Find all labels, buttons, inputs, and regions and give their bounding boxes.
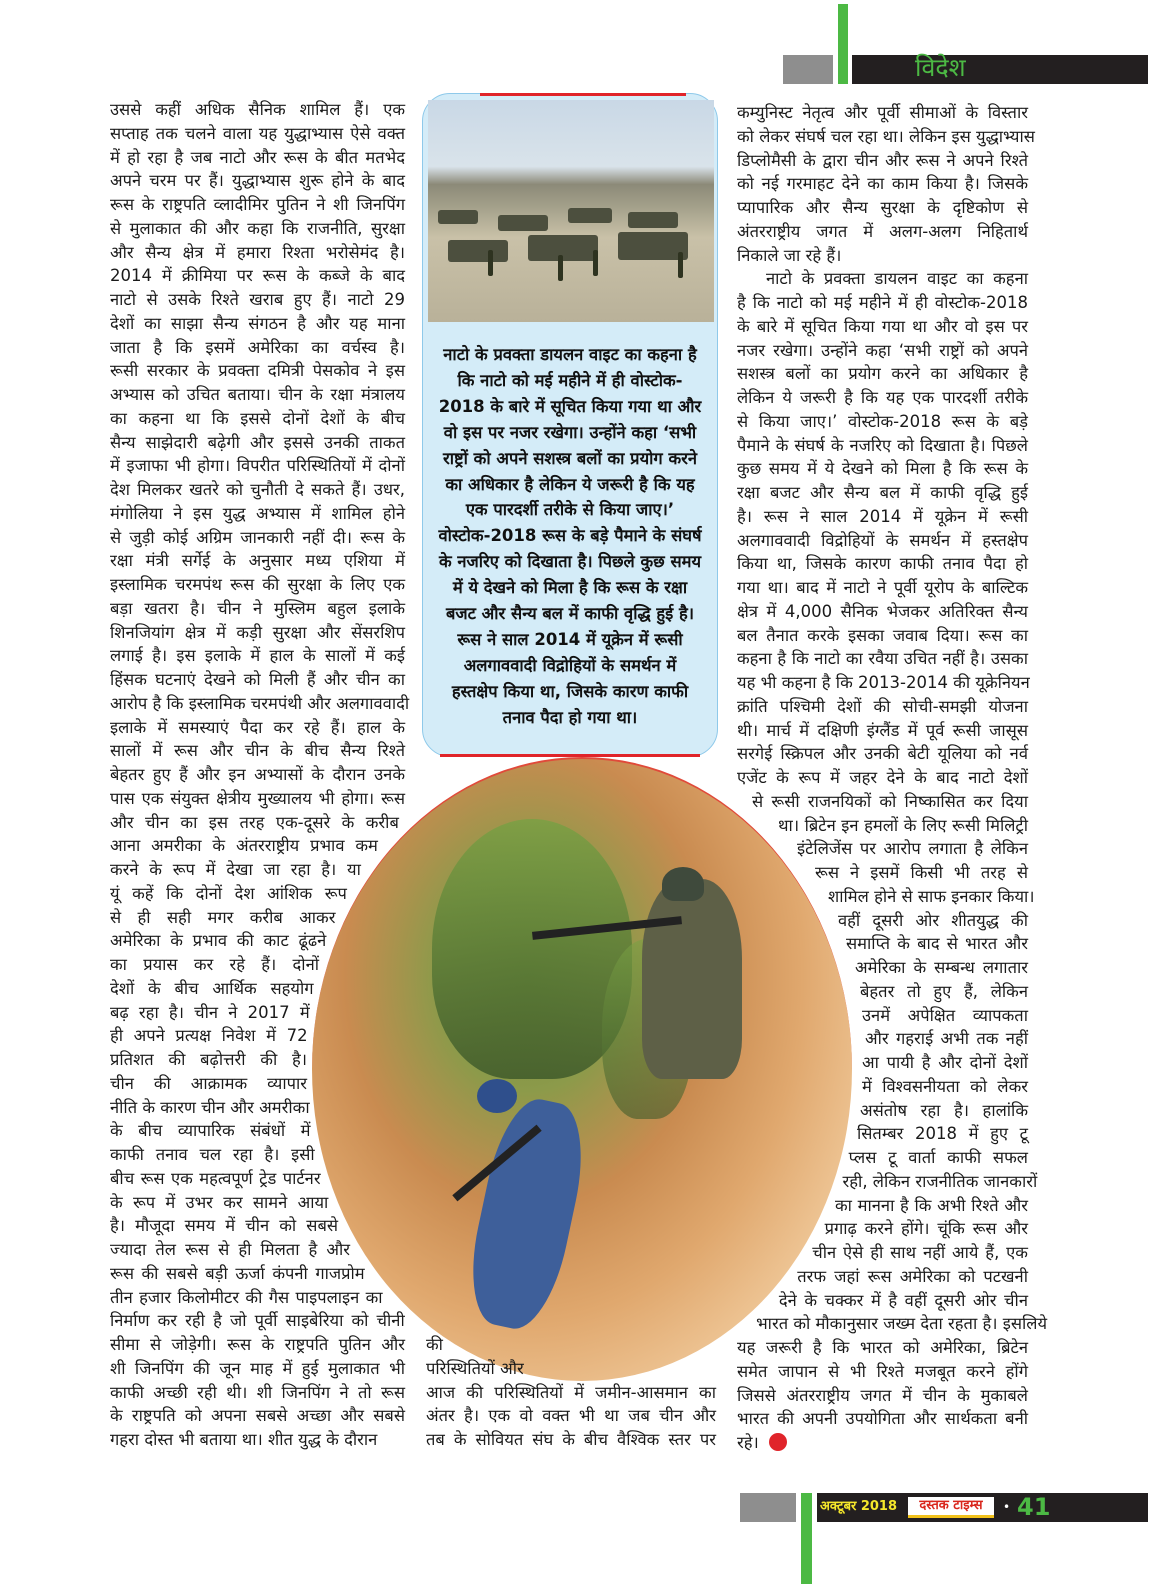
- text-line: काफी तनाव चल रहा है। इसी: [110, 1145, 315, 1164]
- text-line: मंगोलिया ने इस युद्ध अभ्यास में शामिल होने: [110, 503, 405, 523]
- text-line: किया था, जिसके कारण काफी तनाव पैदा हो: [737, 554, 1028, 574]
- text-line: बड़ा खतरा है। चीन ने मुस्लिम बहुल इलाके: [110, 598, 405, 618]
- header-green-bar: [838, 4, 848, 84]
- text-line: सैन्य साझेदारी बढ़ेगी और इससे उनकी ताकत: [110, 432, 405, 452]
- text-line: सशस्त्र बलों का प्रयोग करने का अधिकार है: [737, 364, 1028, 384]
- header-grey-block: [783, 55, 833, 84]
- divider: [480, 93, 686, 96]
- text-line: लेकिन ये जरूरी है कि यह एक पारदर्शी तरीके: [737, 388, 1028, 407]
- text-line: देशों का साझा सैन्य संगठन है और यह माना: [110, 313, 405, 333]
- text-line: आ पायी है और दोनों देशों: [862, 1053, 1028, 1072]
- text-line: शिनजियांग क्षेत्र में कड़ी सुरक्षा और सेंसरशिप: [110, 622, 405, 642]
- text-line: को लेकर संघर्ष चल रहा था। लेकिन इस युद्धाभ्यास: [737, 126, 1035, 146]
- text-line: सप्ताह तक चलने वाला यह युद्धाभ्यास ऐसे वक्त: [110, 123, 405, 143]
- text-line: शामिल होने से साफ इनकार किया।: [828, 886, 1035, 906]
- text-line: समेत जापान से भी रिश्ते मजबूत करने होंगे: [737, 1361, 1028, 1381]
- text-line: प्यापारिक और सैन्य सुरक्षा के दृष्टिकोण से: [737, 198, 1028, 217]
- text-line: भारत की अपनी उपयोगिता और सार्थकता बनी: [737, 1409, 1028, 1429]
- text-line: देने के चक्कर में है वहीं दूसरी ओर चीन: [778, 1290, 1028, 1310]
- text-line: में हो रहा है जब नाटो और रूस के बीत मतभेद: [110, 147, 405, 167]
- text-line: आज की परिस्थितियों में जमीन-आसमान का: [426, 1382, 716, 1402]
- text-line: प्रगाढ़ करने होंगे। चूंकि रूस और: [824, 1219, 1028, 1239]
- text-line: है। रूस ने साल 2014 में यूक्रेन में रूसी: [737, 506, 1028, 526]
- text-line: एजेंट के रूप में जहर देने के बाद नाटो देशों: [737, 768, 1028, 787]
- text-line: निर्माण कर रही है जो पूर्वी साइबेरिया को चीनी: [110, 1311, 405, 1331]
- text-line: अपने चरम पर हैं। युद्धाभ्यास शुरू होने के बाद: [110, 171, 405, 191]
- pull-quote-line: वो इस पर नजर रखेगा। उन्होंने कहा ‘सभी: [443, 422, 697, 442]
- section-title: विदेश: [915, 53, 966, 82]
- text-line: रूस ने इसमें किसी भी तरह से: [815, 863, 1028, 882]
- text-line: रक्षा बजट और सैन्य बल में काफी वृद्धि हुई: [737, 483, 1028, 502]
- text-line: का मानना है कि अभी रिश्ते और: [835, 1195, 1028, 1215]
- text-line: सरगेई स्क्रिपल और उनकी बेटी यूलिया को नर्व: [737, 744, 1028, 764]
- text-line: से जुड़ी कोई अग्रिम जानकारी नहीं दी। रूस के: [110, 527, 405, 547]
- text-line: पास एक संयुक्त क्षेत्रीय मुख्यालय भी होगा। रूस: [110, 788, 405, 808]
- pull-quote-line: में ये देखने को मिला है कि रूस के रक्षा: [452, 578, 688, 598]
- text-line: क्षेत्र में 4,000 सैनिक भेजकर अतिरिक्त सैन्य: [737, 601, 1028, 621]
- text-line: में विश्वसनीयता को लेकर: [862, 1076, 1028, 1096]
- text-line: हिंसक घटनाएं देखने को मिली हैं और चीन का: [110, 670, 405, 689]
- text-line: जाता है कि इसमें अमेरिका का वर्चस्व है।: [110, 337, 405, 357]
- text-line: के राष्ट्रपति को अपना सबसे अच्छा और सबसे: [110, 1406, 405, 1426]
- pull-quote-line: वोस्टोक-2018 रूस के बड़े पैमाने के संघर्ष: [438, 526, 702, 546]
- text-line: है। मौजूदा समय में चीन को सबसे: [110, 1216, 339, 1236]
- text-line: बेहतर हुए हैं और इन अभ्यासों के दौरान उनके: [110, 765, 405, 784]
- text-line: सालों में रूस और चीन के बीच सैन्य रिश्ते: [110, 741, 405, 761]
- text-line: तब के सोवियत संघ के बीच वैश्विक स्तर पर: [426, 1430, 716, 1449]
- pull-quote-line: 2018 के बारे में सूचित किया गया था और: [438, 396, 702, 416]
- text-line: थी। मार्च में दक्षिणी इंग्लैंड में पूर्व रूसी जासूस: [737, 720, 1028, 740]
- soldiers-exercise-photo: [312, 757, 852, 1381]
- header-bar: [852, 55, 1148, 84]
- text-line: बेहतर तो हुए हैं, लेकिन: [860, 981, 1028, 1001]
- text-line: बढ़ रहा है। चीन ने 2017 में: [110, 1002, 310, 1022]
- separator: •: [1003, 1500, 1011, 1514]
- text-line: था। ब्रिटेन इन हमलों के लिए रूसी मिलिट्री: [778, 815, 1028, 835]
- text-line: समाप्ति के बाद से भारत और: [846, 934, 1028, 954]
- text-line: काफी अच्छी रही थी। शी जिनपिंग ने तो रूस: [110, 1382, 405, 1402]
- text-line: के बीच व्यापारिक संबंधों में: [110, 1121, 311, 1141]
- pull-quote-line: तनाव पैदा हो गया था।: [502, 707, 638, 727]
- text-line: शी जिनपिंग की जून माह में हुई मुलाकात भी: [110, 1358, 405, 1378]
- text-line: बीच रूस एक महत्वपूर्ण ट्रेड पार्टनर: [110, 1168, 321, 1188]
- text-line: यह भी कहना है कि 2013-2014 की यूक्रेनियन: [737, 673, 1030, 692]
- text-line: ज्यादा तेल रूस से ही मिलता है और: [110, 1240, 351, 1259]
- footer-green-bar: [801, 1493, 812, 1584]
- text-line: अंतर है। एक वो वक्त भी था जब चीन और: [426, 1406, 716, 1426]
- text-line: कुछ समय में ये देखने को मिला है कि रूस के: [737, 459, 1028, 479]
- pull-quote-line: बजट और सैन्य बल में काफी वृद्धि हुई है।: [445, 604, 695, 623]
- text-line: तीन हजार किलोमीटर की गैस पाइपलाइन का: [110, 1287, 383, 1307]
- footer-grey-block: [740, 1493, 796, 1522]
- text-line: रहे।: [737, 1433, 759, 1452]
- text-line: से रूसी राजनयिकों को निष्कासित कर दिया: [752, 791, 1028, 811]
- pull-quote-line: राष्ट्रों को अपने सशस्त्र बलों का प्रयोग करने: [442, 448, 698, 468]
- text-line: से मुलाकात की और कहा कि राजनीति, सुरक्षा: [110, 218, 405, 238]
- text-line: उससे कहीं अधिक सैनिक शामिल हैं। एक: [110, 100, 405, 119]
- text-line: कम्युनिस्ट नेतृत्व और पूर्वी सीमाओं के विस्तार: [737, 103, 1028, 122]
- pull-quote-line: एक पारदर्शी तरीके से किया जाए।’: [465, 500, 675, 520]
- text-line: देशों के बीच आर्थिक सहयोग: [110, 978, 314, 998]
- text-line: को नई गरमाहट देने का काम किया है। जिसके: [737, 174, 1028, 194]
- text-line: इस्लामिक चरमपंथ रूस की सुरक्षा के लिए एक: [110, 575, 405, 594]
- text-line: परिस्थितियों और: [426, 1358, 524, 1378]
- text-line: के रूप में उभर कर सामने आया: [110, 1192, 329, 1212]
- text-line: आना अमरीका के अंतरराष्ट्रीय प्रभाव कम: [110, 836, 378, 856]
- pull-quote-line: नाटो के प्रवक्ता डायलन वाइट का कहना है: [443, 345, 697, 364]
- text-line: चीन ऐसे ही साथ नहीं आये हैं, एक: [812, 1243, 1028, 1262]
- text-line: और गहराई अभी तक नहीं: [865, 1029, 1028, 1049]
- text-line: रूस के राष्ट्रपति व्लादीमिर पुतिन ने शी जिनपिंग: [110, 195, 405, 214]
- pull-quote-line: हस्तक्षेप किया था, जिसके कारण काफी: [451, 681, 689, 701]
- issue-date: अक्टूबर 2018: [820, 1499, 898, 1514]
- text-line: भारत को मौकानुसार जख्म देता रहता है। इसलिये: [756, 1314, 1048, 1334]
- text-line: रूस की सबसे बड़ी ऊर्जा कंपनी गाजप्रोम: [110, 1263, 365, 1283]
- text-line: का प्रयास कर रहे हैं। दोनों: [110, 955, 319, 974]
- pull-quote-line: रूस ने साल 2014 में यूक्रेन में रूसी: [457, 629, 683, 649]
- text-line: प्लस टू वार्ता काफी सफल: [848, 1148, 1028, 1167]
- text-line: गया था। बाद में नाटो ने पूर्वी यूरोप के बाल्टिक: [737, 578, 1028, 597]
- text-line: के बारे में सूचित किया गया था और वो इस पर: [737, 316, 1028, 336]
- text-line: बल तैनात करके इसका जवाब दिया। रूस का: [737, 625, 1028, 645]
- text-line: अंतरराष्ट्रीय जगत में अलग-अलग निहितार्थ: [737, 221, 1028, 241]
- text-line: चीन की आक्रामक व्यापार: [110, 1073, 307, 1093]
- text-line: असंतोष रहा है। हालांकि: [860, 1100, 1028, 1120]
- text-line: से किया जाए।’ वोस्टोक-2018 रूस के बड़े: [737, 411, 1028, 431]
- text-line: देश मिलकर खतरे को चुनौती दे सकते हैं। उधर,: [110, 480, 405, 499]
- text-line: है कि नाटो को मई महीने में ही वोस्टोक-2018: [737, 293, 1028, 312]
- text-line: क्रांति पश्चिमी देशों की सोची-समझी योजना: [737, 696, 1028, 716]
- text-line: नाटो से उसके रिश्ते खराब हुए हैं। नाटो 29: [110, 290, 405, 309]
- text-line: उनमें अपेक्षित व्यापकता: [862, 1005, 1028, 1025]
- text-line: पैमाने के संघर्ष के नजरिए को दिखाता है। पिछले: [737, 435, 1028, 455]
- text-line: से ही सही मगर करीब आकर: [110, 907, 336, 927]
- text-line: डिप्लोमैसी के द्वारा चीन और रूस ने अपने रिश्ते: [737, 150, 1028, 170]
- page-number: 41: [1017, 1493, 1051, 1521]
- pull-quote-line: अलगाववादी विद्रोहियों के समर्थन में: [463, 655, 677, 675]
- text-line: सीमा से जोड़ेगी। रूस के राष्ट्रपति पुतिन और: [110, 1335, 405, 1354]
- text-line: रही, लेकिन राजनीतिक जानकारों: [842, 1171, 1038, 1191]
- text-line: रूसी सरकार के प्रवक्ता दमित्री पेसकोव ने इस: [110, 361, 405, 381]
- text-line: नाटो के प्रवक्ता डायलन वाइट का कहना: [766, 269, 1028, 289]
- text-line: लगाई है। इस इलाके में हाल के सालों में कई: [110, 646, 405, 666]
- text-line: अमेरिका के प्रभाव की काट ढूंढने: [110, 931, 327, 951]
- text-line: अमेरिका के सम्बन्ध लगातार: [855, 958, 1028, 977]
- text-line: करने के रूप में देखा जा रहा है। या: [110, 860, 361, 879]
- text-line: यूं कहें कि दोनों देश आंशिक रूप: [110, 883, 347, 903]
- magazine-logo: दस्तक टाइम्स: [908, 1497, 994, 1518]
- pull-quote-line: के नजरिए को दिखाता है। पिछले कुछ समय: [438, 552, 702, 572]
- text-line: का कहना था कि इससे दोनों देशों के बीच: [110, 408, 405, 428]
- text-line: ही अपने प्रत्यक्ष निवेश में 72: [110, 1026, 308, 1046]
- text-line: सितम्बर 2018 में हुए टू: [857, 1124, 1028, 1144]
- text-line: यह जरूरी है कि भारत को अमेरिका, ब्रिटेन: [737, 1338, 1028, 1357]
- text-line: और चीन का इस तरह एक-दूसरे के करीब: [110, 812, 399, 832]
- text-line: निकाले जा रहे हैं।: [737, 245, 842, 265]
- pull-quote-line: कि नाटो को मई महीने में ही वोस्टोक-: [457, 370, 683, 390]
- text-line: प्रतिशत की बढ़ोत्तरी की है।: [110, 1050, 307, 1069]
- text-line: आरोप है कि इस्लामिक चरमपंथी और अलगाववादी: [110, 693, 410, 713]
- text-line: वहीं दूसरी ओर शीतयुद्ध की: [838, 910, 1028, 930]
- text-line: इंटेलिजेंस पर आरोप लगाता है लेकिन: [797, 839, 1028, 859]
- text-line: कहना है कि नाटो का रवैया उचित नहीं है। उसका: [737, 649, 1028, 669]
- text-line: 2014 में क्रीमिया पर रूस के कब्जे के बाद: [110, 266, 405, 286]
- text-line: जिससे अंतरराष्ट्रीय जगत में चीन के मुकाबले: [737, 1385, 1028, 1405]
- text-line: अलगाववादी विद्रोहियों के समर्थन में हस्तक्षेप: [737, 530, 1028, 550]
- text-line: अभ्यास को उचित बताया। चीन के रक्षा मंत्रालय: [110, 385, 405, 404]
- text-line: नजर रखेगा। उन्होंने कहा ‘सभी राष्ट्रों को अपने: [737, 340, 1028, 360]
- text-line: इलाके में समस्याएं पैदा कर रहे हैं। हाल के: [110, 717, 405, 737]
- text-line: तरफ जहां रूस अमेरिका को पटखनी: [797, 1266, 1028, 1286]
- text-line: गहरा दोस्त भी बताया था। शीत युद्ध के दौरान: [110, 1430, 378, 1449]
- text-line: में इजाफा भी होगा। विपरीत परिस्थितियों में दोनों: [110, 456, 405, 476]
- text-line: और सैन्य क्षेत्र में हमारा रिश्ता भरोसेमंद है।: [110, 242, 405, 262]
- military-tanks-photo: [428, 100, 714, 322]
- text-line: नीति के कारण चीन और अमरीका: [110, 1097, 310, 1117]
- text-line: की: [426, 1335, 443, 1354]
- text-line: रक्षा मंत्री सर्गेई के अनुसार मध्य एशिया में: [110, 551, 405, 571]
- pull-quote-line: का अधिकार है लेकिन ये जरूरी है कि यह: [445, 474, 695, 494]
